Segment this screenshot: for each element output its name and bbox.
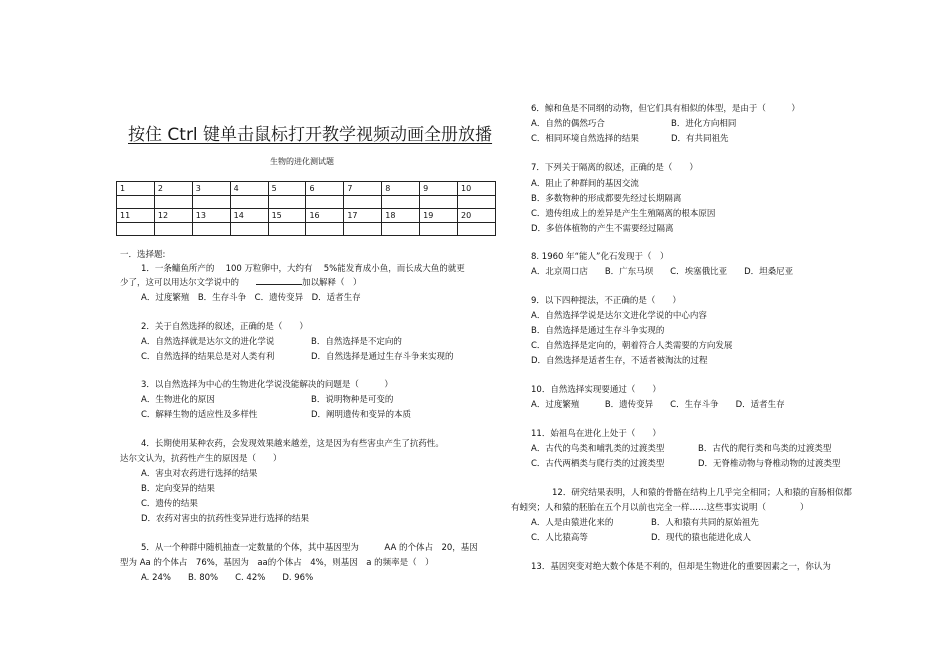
question-11-option-d: D．无脊椎动物与脊椎动物的过渡类型: [698, 459, 841, 469]
answer-cell[interactable]: [458, 222, 496, 236]
answer-cell[interactable]: [154, 222, 192, 236]
question-11-option-b: B．古代的爬行类和鸟类的过渡类型: [698, 444, 832, 454]
answer-number: 19: [420, 209, 458, 223]
answer-number: 9: [420, 182, 458, 196]
question-6-option-c: C．相同环境自然选择的结果: [531, 134, 639, 144]
answer-cell[interactable]: [192, 222, 230, 236]
question-11-stem: 11．始祖鸟在进化上处于（ ）: [531, 429, 661, 439]
blank-line: [256, 276, 302, 285]
question-8-stem: 8. 1960 年“能人”化石发现于（ ）: [531, 252, 669, 262]
question-7-stem: 7．下列关于隔离的叙述，正确的是（ ）: [531, 163, 698, 173]
question-9-option-c: C．自然选择是定向的，朝着符合人类需要的方向发展: [531, 341, 733, 351]
question-6-option-d: D．有共同祖先: [671, 134, 729, 144]
question-3-stem: 3．以自然选择为中心的生物进化学说没能解决的问题是（ ）: [141, 380, 393, 390]
table-row: [117, 222, 496, 236]
answer-number: 15: [268, 209, 306, 223]
question-3-option-b: B．说明物种是可变的: [311, 395, 394, 405]
answer-number: 8: [382, 182, 420, 196]
section-heading: 一．选择题:: [120, 250, 166, 260]
question-1-text: 加以解释（ ）: [302, 278, 362, 288]
answer-cell[interactable]: [458, 195, 496, 209]
question-12-stem-cont: 有蚓突；人和猿的胚胎在五个月以前也完全一样……这些事实说明（ ）: [511, 503, 809, 513]
question-2-option-c: C．自然选择的结果总是对人类有利: [141, 352, 275, 362]
question-9-option-d: D．自然选择是适者生存，不适者被淘汰的过程: [531, 356, 708, 366]
question-12-option-d: D．现代的猿也能进化成人: [651, 533, 752, 543]
answer-cell[interactable]: [382, 222, 420, 236]
answer-number: 20: [458, 209, 496, 223]
question-7-option-c: C．遗传组成上的差异是产生生殖隔离的根本原因: [531, 209, 716, 219]
question-3-option-c: C．解释生物的适应性及多样性: [141, 410, 258, 420]
answer-cell[interactable]: [344, 222, 382, 236]
question-11-option-c: C．古代两栖类与爬行类的过渡类型: [531, 459, 665, 469]
question-9-stem: 9．以下四种提法，不正确的是（ ）: [531, 296, 681, 306]
question-5-options: A. 24% B. 80% C. 42% D. 96%: [141, 573, 314, 583]
question-7-option-a: A．阻止了种群间的基因交流: [531, 179, 639, 189]
answer-number: 1: [117, 182, 155, 196]
answer-cell[interactable]: [420, 222, 458, 236]
question-4-stem-cont: 达尔文认为，抗药性产生的原因是（ ）: [120, 454, 282, 464]
question-12-option-a: A．人是由猿进化来的: [531, 518, 614, 528]
question-6-option-b: B．进化方向相同: [671, 119, 737, 129]
question-8-options: A．北京周口店 B．广东马坝 C．埃塞俄比亚 D．坦桑尼亚: [531, 267, 794, 277]
table-row: [117, 195, 496, 209]
question-2-option-b: B．自然选择是不定向的: [311, 337, 402, 347]
answer-number: 18: [382, 209, 420, 223]
question-10-stem: 10．自然选择实现要通过（ ）: [531, 385, 661, 395]
exam-title: 生物的进化测试题: [270, 157, 334, 166]
question-12-option-c: C．人比猿高等: [531, 533, 588, 543]
question-7-option-d: D．多倍体植物的产生不需要经过隔离: [531, 224, 674, 234]
question-4-option-c: C．遗传的结果: [141, 499, 198, 509]
answer-number: 11: [117, 209, 155, 223]
answer-number: 7: [344, 182, 382, 196]
answer-number: 16: [306, 209, 344, 223]
answer-number: 6: [306, 182, 344, 196]
question-9-option-a: A．自然选择学说是达尔文进化学说的中心内容: [531, 311, 707, 321]
question-7-option-b: B．多数物种的形成都要先经过长期隔离: [531, 194, 682, 204]
question-13-stem: 13．基因突变对绝大数个体是不利的，但却是生物进化的重要因素之一，你认为: [531, 562, 831, 572]
question-1-stem-cont: [120, 276, 362, 288]
answer-cell[interactable]: [420, 195, 458, 209]
question-4-option-d: D．农药对害虫的抗药性变异进行选择的结果: [141, 514, 310, 524]
answer-cell[interactable]: [268, 222, 306, 236]
answer-cell[interactable]: [117, 222, 155, 236]
table-row: [117, 209, 496, 223]
answer-grid: [116, 181, 496, 236]
question-11-option-a: A．古代的鸟类和哺乳类的过渡类型: [531, 444, 665, 454]
question-9-option-b: B．自然选择是通过生存斗争实现的: [531, 326, 665, 336]
question-1-text: 少了，这可以用达尔文学说中的: [120, 278, 240, 288]
question-3-option-a: A．生物进化的原因: [141, 395, 215, 405]
answer-cell[interactable]: [192, 195, 230, 209]
question-1-stem: 1．一条鳙鱼所产的 100 万粒卵中，大约有 5%能发育成小鱼，而长成大鱼的就更: [141, 264, 465, 274]
question-2-stem: 2．关于自然选择的叙述，正确的是（ ）: [141, 322, 308, 332]
question-2-option-d: D．自然选择是通过生存斗争来实现的: [311, 352, 454, 362]
answer-cell[interactable]: [268, 195, 306, 209]
answer-number: 3: [192, 182, 230, 196]
question-12-stem: 12．研究结果表明，人和猿的骨骼在结构上几乎完全相同；人和猿的盲肠相似都: [552, 488, 852, 498]
answer-number: 4: [230, 182, 268, 196]
answer-number: 12: [154, 209, 192, 223]
answer-cell[interactable]: [230, 222, 268, 236]
answer-cell[interactable]: [382, 195, 420, 209]
question-4-option-a: A．害虫对农药进行选择的结果: [141, 469, 258, 479]
answer-cell[interactable]: [154, 195, 192, 209]
question-6-option-a: A．自然的偶然巧合: [531, 119, 605, 129]
question-1-options: A．过度繁殖 B．生存斗争 C．遗传变异 D．适者生存: [141, 293, 361, 303]
banner-link[interactable]: 按住 Ctrl 键单击鼠标打开教学视频动画全册放播: [128, 125, 493, 145]
answer-cell[interactable]: [306, 222, 344, 236]
question-2-option-a: A．自然选择就是达尔文的进化学说: [141, 337, 275, 347]
answer-cell[interactable]: [230, 195, 268, 209]
answer-number: 5: [268, 182, 306, 196]
answer-cell[interactable]: [344, 195, 382, 209]
answer-cell[interactable]: [117, 195, 155, 209]
question-5-stem-cont: 型为 Aa 的个体占 76%，基因为 aa的个体占 4%，则基因 a 的频率是（ ）: [120, 558, 434, 568]
answer-number: 10: [458, 182, 496, 196]
question-12-option-b: B．人和猿有共同的原始祖先: [651, 518, 759, 528]
answer-number: 17: [344, 209, 382, 223]
question-5-stem: 5．从一个种群中随机抽查一定数量的个体，其中基因型为 AA 的个体占 20，基因: [141, 543, 478, 553]
answer-number: 13: [192, 209, 230, 223]
question-4-stem: 4．长期使用某种农药，会发现效果越来越差，这是因为有些害虫产生了抗药性。: [141, 439, 444, 449]
question-4-option-b: B．定向变异的结果: [141, 484, 215, 494]
question-6-stem: 6．鲸和鱼是不同纲的动物，但它们具有相似的体型，是由于（ ）: [531, 104, 800, 114]
answer-number: 14: [230, 209, 268, 223]
table-row: [117, 182, 496, 196]
question-3-option-d: D．阐明遗传和变异的本质: [311, 410, 412, 420]
answer-cell[interactable]: [306, 195, 344, 209]
answer-number: 2: [154, 182, 192, 196]
question-10-options: A．过度繁殖 B．遗传变异 C．生存斗争 D．适者生存: [531, 400, 785, 410]
